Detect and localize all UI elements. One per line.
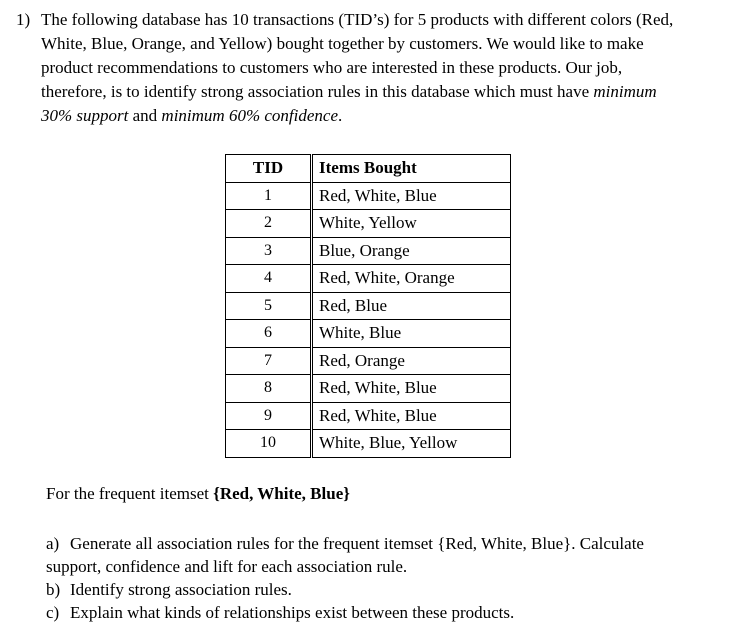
tid-cell: 8 xyxy=(226,375,312,403)
frequent-itemset-value: {Red, White, Blue} xyxy=(213,484,350,503)
tid-cell: 5 xyxy=(226,292,312,320)
items-cell: White, Blue xyxy=(312,320,511,348)
task-b-label: b) xyxy=(46,580,61,599)
confidence-emphasis: minimum 60% confidence xyxy=(161,106,338,125)
task-a-line-1: Generate all association rules for the frequent itemset {Red, White, Blue}. Calculate xyxy=(70,534,644,553)
question-line-1 xyxy=(16,8,716,32)
frequent-itemset-prefix: For the frequent itemset xyxy=(46,484,214,503)
tid-header: TID xyxy=(226,155,312,183)
table-row xyxy=(226,182,511,210)
table-row xyxy=(226,265,511,293)
task-b xyxy=(46,578,716,601)
items-cell: Red, White, Blue xyxy=(312,375,511,403)
items-cell: Red, Blue xyxy=(312,292,511,320)
question-line-5 xyxy=(16,104,716,128)
items-cell: Red, White, Orange xyxy=(312,265,511,293)
question-line-2: White, Blue, Orange, and Yellow) bought together by customers. We would like to make xyxy=(41,34,644,53)
tid-cell: 9 xyxy=(226,402,312,430)
support-emphasis: 30% support xyxy=(41,106,129,125)
question-text xyxy=(16,8,716,128)
table-row xyxy=(226,430,511,458)
table-row xyxy=(226,237,511,265)
table-row xyxy=(226,347,511,375)
question-line-4 xyxy=(16,80,716,104)
tid-cell: 2 xyxy=(226,210,312,238)
minimum-emphasis: minimum xyxy=(593,82,657,101)
table-row xyxy=(226,402,511,430)
tid-cell: 3 xyxy=(226,237,312,265)
task-c-label: c) xyxy=(46,603,60,622)
question-line-5-and: and xyxy=(128,106,162,125)
tid-cell: 6 xyxy=(226,320,312,348)
tid-cell: 7 xyxy=(226,347,312,375)
tid-cell: 1 xyxy=(226,182,312,210)
frequent-itemset-line xyxy=(46,484,350,504)
items-header: Items Bought xyxy=(312,155,511,183)
task-list xyxy=(46,532,716,624)
items-cell: Blue, Orange xyxy=(312,237,511,265)
items-cell: Red, White, Blue xyxy=(312,182,511,210)
question-line-5-end: . xyxy=(338,106,343,125)
task-a-line-2: support, confidence and lift for each association rule. xyxy=(46,557,408,576)
question-line-4-text: therefore, is to identify strong association rules in this database which must have xyxy=(41,82,594,101)
task-c-text: Explain what kinds of relationships exist between these products. xyxy=(70,603,515,622)
task-a-label: a) xyxy=(46,534,60,553)
tid-cell: 4 xyxy=(226,265,312,293)
table-row xyxy=(226,210,511,238)
items-cell: Red, White, Blue xyxy=(312,402,511,430)
tid-cell: 10 xyxy=(226,430,312,458)
task-a xyxy=(46,532,716,555)
items-cell: Red, Orange xyxy=(312,347,511,375)
table-row xyxy=(226,320,511,348)
table-row xyxy=(226,292,511,320)
question-line-3: product recommendations to customers who are interested in these products. Our job, xyxy=(41,58,623,77)
table-row xyxy=(226,375,511,403)
items-cell: White, Yellow xyxy=(312,210,511,238)
question-line-1-text: The following database has 10 transactions (TID’s) for 5 products with different colors (Red, xyxy=(41,10,674,29)
table-body xyxy=(226,182,511,457)
question-number: 1) xyxy=(16,10,31,29)
task-c xyxy=(46,601,716,624)
table-header-row xyxy=(226,155,511,183)
items-cell: White, Blue, Yellow xyxy=(312,430,511,458)
transactions-table xyxy=(225,154,511,458)
task-b-text: Identify strong association rules. xyxy=(70,580,292,599)
